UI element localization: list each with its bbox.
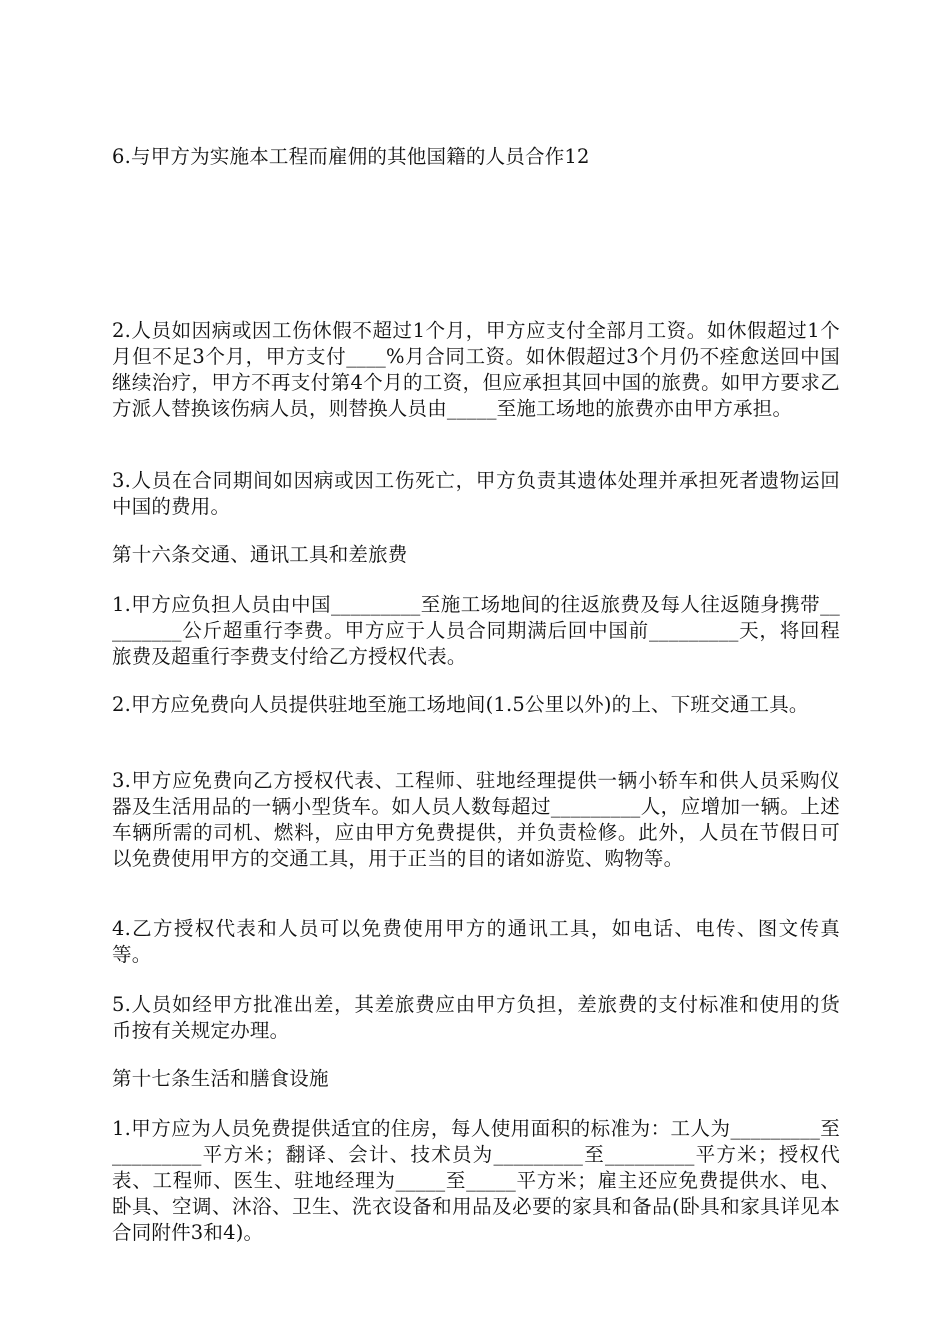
paragraph-business-trip: 5.人员如经甲方批准出差，其差旅费应由甲方负担，差旅费的支付标准和使用的货币按有关规定办理。 — [112, 993, 840, 1042]
paragraph-housing: 1.甲方应为人员免费提供适宜的住房，每人使用面积的标准为：工人为_________至_________平方米；翻译、会计、技术员为_________至_________平方米；授权代表、工程师、医生、驻地经理为_____至_____平方米；雇主还应免费提供水、电、卧具、空调、沐浴、卫生、洗衣设备和用品及必要的家具和备品(卧具和家具详见本合同附件3和4)。 — [112, 1117, 840, 1244]
paragraph-item-6-cooperation: 6.与甲方为实施本工程而雇佣的其他国籍的人员合作12 — [112, 145, 590, 168]
paragraph-vehicles: 3.甲方应免费向乙方授权代表、工程师、驻地经理提供一辆小轿车和供人员采购仪器及生活用品的一辆小型货车。如人员人数每超过_________人，应增加一辆。上述车辆所需的司机、燃料，应由甲方免费提供，并负责检修。此外，人员在节假日可以免费使用甲方的交通工具，用于正当的目的诸如游览、购物等。 — [112, 769, 840, 870]
paragraph-travel-expenses: 1.甲方应负担人员由中国_________至施工场地间的往返旅费及每人往返随身携带_________公斤超重行李费。甲方应于人员合同期满后回中国前_________天，将回程旅费及超重行李费支付给乙方授权代表。 — [112, 593, 840, 668]
paragraph-death: 3.人员在合同期间如因病或因工伤死亡，甲方负责其遗体处理并承担死者遗物运回中国的费用。 — [112, 469, 840, 518]
article-17-heading: 第十七条生活和膳食设施 — [112, 1067, 329, 1090]
paragraph-commute-transport: 2.甲方应免费向人员提供驻地至施工场地间(1.5公里以外)的上、下班交通工具。 — [112, 693, 809, 716]
paragraph-communication-tools: 4.乙方授权代表和人员可以免费使用甲方的通讯工具，如电话、电传、图文传真等。 — [112, 917, 840, 966]
article-16-heading: 第十六条交通、通讯工具和差旅费 — [112, 543, 408, 566]
paragraph-sick-leave: 2.人员如因病或因工伤休假不超过1个月，甲方应支付全部月工资。如休假超过1个月但不足3个月，甲方支付____%月合同工资。如休假超过3个月仍不痊愈送回中国继续治疗，甲方不再支付第4个月的工资，但应承担其回中国的旅费。如甲方要求乙方派人替换该伤病人员，则替换人员由_____至施工场地的旅费亦由甲方承担。 — [112, 319, 840, 420]
